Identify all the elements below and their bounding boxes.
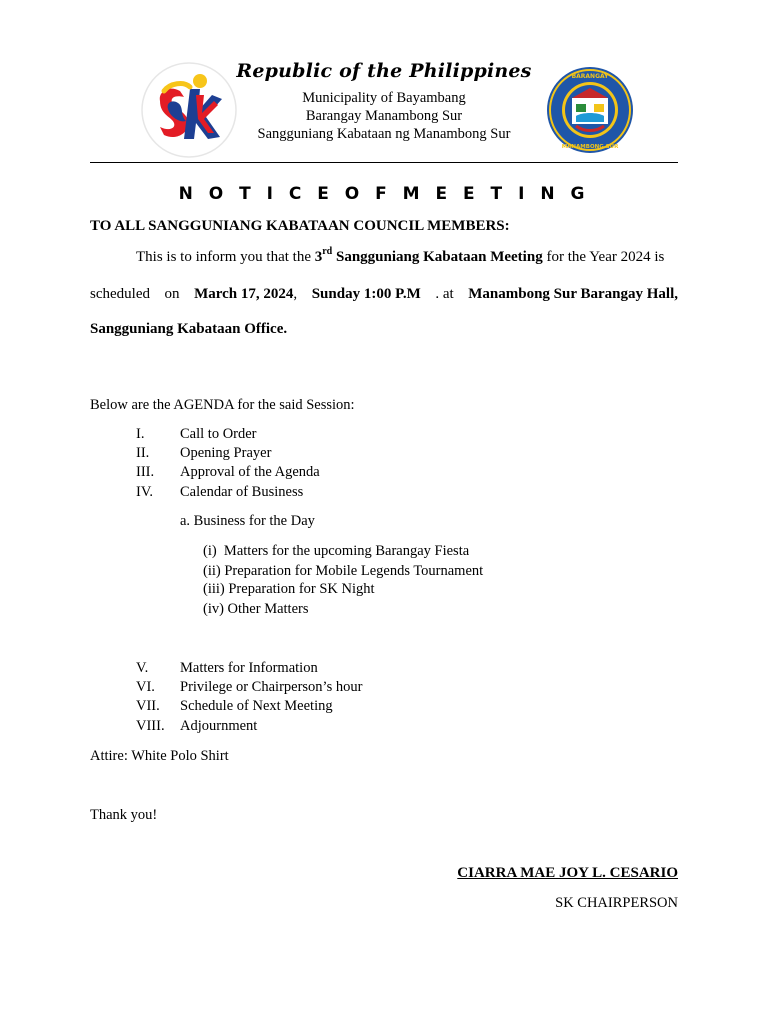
business-item: (iii) Preparation for SK Night (203, 581, 375, 597)
agenda-label: Schedule of Next Meeting (180, 698, 333, 714)
header-divider (90, 162, 678, 163)
body-line-2 (90, 286, 678, 303)
agenda-label: Adjournment (180, 718, 258, 734)
date-comma: , (293, 286, 298, 302)
svg-text:MANAMBONG SUR: MANAMBONG SUR (561, 144, 619, 150)
body-intro-text: This is to inform you that the (136, 249, 311, 265)
meeting-time: Sunday 1:00 P.M (311, 286, 421, 302)
signatory-name: CIARRA MAE JOY L. CESARIO (457, 865, 678, 881)
header-council: Sangguniang Kabataan ng Manambong Sur (257, 126, 511, 142)
agenda-label: Calendar of Business (180, 484, 304, 500)
header-municipality: Municipality of Bayambang (302, 90, 466, 106)
agenda-number: V. (136, 660, 149, 676)
agenda-item (136, 660, 318, 677)
agenda-number: VII. (136, 698, 160, 714)
agenda-label: Approval of the Agenda (180, 464, 320, 480)
notice-title: N O T I C E O F M E E T I N G (178, 184, 590, 204)
meeting-venue: Manambong Sur Barangay Hall, (468, 286, 678, 302)
agenda-label: Call to Order (180, 426, 257, 442)
agenda-item (136, 445, 271, 462)
on-word: on (164, 286, 180, 302)
attire-note: Attire: White Polo Shirt (90, 748, 229, 764)
agenda-number: VIII. (136, 718, 165, 734)
agenda-item (136, 426, 257, 443)
agenda-number: VI. (136, 679, 155, 695)
closing-text: Thank you! (90, 807, 158, 823)
agenda-number: I. (136, 426, 145, 442)
agenda-item (136, 484, 303, 501)
business-item: (iv) Other Matters (203, 601, 309, 617)
agenda-number: III. (136, 464, 155, 480)
business-item: (ii) Preparation for Mobile Legends Tournament (203, 563, 484, 579)
body-year-text: for the Year 2024 is (546, 249, 665, 265)
business-heading: a. Business for the Day (180, 513, 315, 529)
header-barangay: Barangay Manambong Sur (305, 108, 463, 124)
header-title: Republic of the Philippines (236, 60, 532, 82)
agenda-number: II. (136, 445, 150, 461)
agenda-label: Opening Prayer (180, 445, 272, 461)
agenda-item (136, 464, 320, 481)
agenda-item (136, 679, 362, 696)
agenda-label: Matters for Information (180, 660, 318, 676)
agenda-label: Privilege or Chairperson’s hour (180, 679, 363, 695)
at-word: . at (435, 286, 454, 302)
meeting-date: March 17, 2024 (194, 286, 294, 302)
meeting-name: Sangguniang Kabataan Meeting (335, 249, 543, 265)
meeting-office: Sangguniang Kabataan Office. (90, 321, 288, 337)
svg-text:BARANGAY: BARANGAY (571, 73, 609, 80)
body-line-3 (90, 321, 678, 338)
addressee: TO ALL SANGGUNIANG KABATAAN COUNCIL MEMBERS: (90, 218, 510, 234)
meeting-ordinal-suffix: rd (322, 246, 333, 257)
meeting-ordinal: 3 (314, 249, 323, 265)
signatory-position: SK CHAIRPERSON (555, 895, 678, 911)
agenda-item (136, 718, 257, 735)
agenda-item (136, 698, 333, 715)
scheduled-word: scheduled (90, 286, 150, 302)
agenda-number: IV. (136, 484, 154, 500)
agenda-intro: Below are the AGENDA for the said Session: (90, 397, 355, 413)
business-item: (i) Matters for the upcoming Barangay Fiesta (203, 543, 470, 559)
